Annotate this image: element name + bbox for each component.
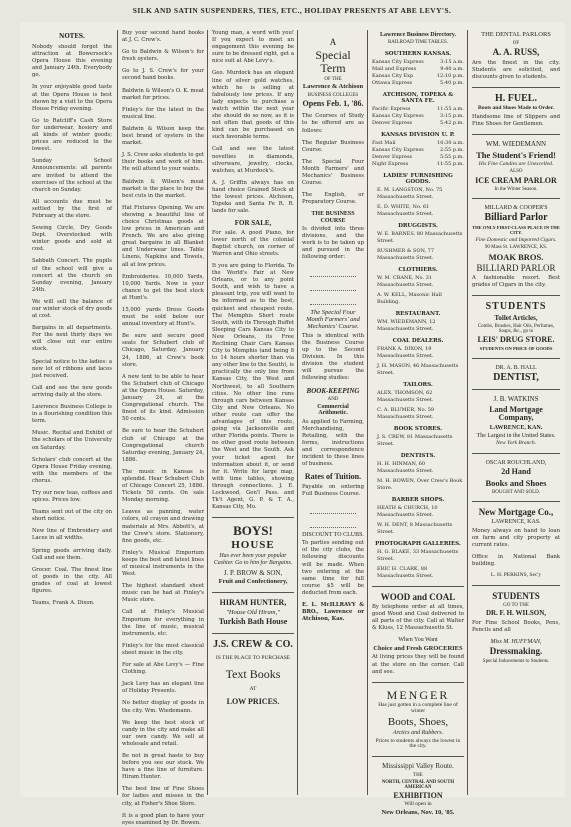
notes-title: NOTES.	[59, 33, 85, 40]
ice-cream-parlor: ICE CREAM PARLOR	[475, 175, 557, 185]
local-paragraph: A new tent to be able to hear the Schubert club of Chicago at the Opera House. Saturday, January 24, at the Congregational church. The finest of its kind. Admission 50 cents.	[122, 373, 204, 423]
choice-text: At living prices they will be found at the store on the corner. Call and see.	[372, 654, 464, 675]
boots-shoes: Boots, Shoes,	[387, 715, 449, 728]
ad-paragraph: It you are going to Florida. To the World's Fair at New Orleans, or to any point South, and wish to have a pleasant trip, you will want to be informed as to the best, quickest and cheapest route. The Memphis Short route South, with its Through Buffet Sleeping Cars Kansas City to New Orleans, its Free Reclining Chair Cars Kansas City to Memphis (and being 8 to 14 hours shorter than via any other line to the South), is practically the only line from Kansas City, the West and Northwest, to all Southern cities. No other line runs through cars between Kansas City and New Orleans. No other route can offer the advantages of this route, going via Jacksonville and other Florida points. There is no other good route between the West and the South. Ask your ticket agent for information about it, or send for it. Write for large map, with time tables, showing through connections. J. E. Lockwood, Gen'l Pass. and Tk't Agent, G. P. & T. A., Kansas City, Mo.	[212, 262, 294, 511]
and-word: AND	[327, 396, 339, 402]
the-word: THE	[413, 772, 423, 778]
course-table-line	[310, 266, 356, 277]
directory-heading: TAILORS.	[403, 381, 433, 388]
directory-heading: PHOTOGRAPH GALLERIES.	[375, 540, 461, 547]
note-paragraph: Teams, Frank A. Dixon.	[32, 600, 95, 607]
hiram-subtext: "House Old Hiram,"	[226, 608, 280, 616]
course-item: The English, or Preparatory Course.	[302, 192, 364, 206]
house-subtext: Has ever been your popular Cashier. Go to him for Bargains.	[213, 553, 293, 566]
books-shoes: Books and Shoes	[485, 477, 547, 488]
of-the: OF THE	[324, 76, 342, 82]
note-paragraph: Sunday School Announcements: all parents are invited to attend the exercises of the school at the church on Sunday.	[32, 158, 112, 193]
divider	[472, 585, 560, 586]
note-paragraph: Go to Ratcliff's Cash Store for underwear, hosiery and all kinds of winter goods; prices are reduced to the lowest.	[32, 117, 112, 153]
turkish-bath: Turkish Bath House	[218, 617, 288, 627]
mass-address: 90 Mass St. LAWRENCE, KS.	[484, 245, 548, 251]
boys-heading: BOYS!	[233, 523, 273, 539]
directory-heading: DRUGGISTS.	[398, 222, 438, 229]
local-paragraph: Buy your second hand books at J. C. Crew's.	[122, 30, 204, 44]
column-rule	[467, 30, 468, 795]
combs-text: Combs, Brushes, Hair Oils, Perfumes, Soaps, &c., go to	[477, 323, 555, 335]
text-books: Text Books	[225, 667, 281, 682]
directory-entry: FRANK A. DIXON, 19 Massachusetts Street.	[377, 345, 434, 359]
domestic-cigars: Fine Domestic and Imported Cigars.	[475, 236, 557, 243]
course-table-line	[310, 294, 356, 305]
directory-entry: W. H. DENT, 8 Massachusetts Street.	[377, 521, 453, 535]
local-paragraph: Be not in great haste to buy before you see our stock. We have a fine line of furniture. Hiram Hunter.	[122, 752, 204, 781]
discount-line: STUDENTS ON PRICE OF GOODS	[479, 345, 553, 351]
local-paragraph: Finley's for the most classical sheet music in the city.	[122, 642, 204, 656]
column-ads-a	[212, 30, 294, 790]
note-paragraph: Try our new teas, coffees and spices. Prices low.	[32, 489, 112, 504]
bought-sold: BOUGHT AND SOLD.	[491, 489, 541, 495]
rates-line	[310, 503, 356, 514]
rail-row: Night Express 11:55 p.m.	[372, 160, 464, 167]
place-line: IS THE PLACE TO PURCHASE	[215, 655, 291, 662]
lawrence-kan: LAWRENCE, KAN.	[489, 424, 543, 431]
divider	[472, 87, 560, 88]
wood-coal-heading: WOOD and COAL	[380, 591, 456, 602]
wiedemann-name: WM. WIEDEMANN	[485, 140, 547, 149]
directory-entry: ERIC H. CLARK, 88 Massachusetts Street.	[377, 565, 434, 579]
at-line: AT	[249, 685, 257, 692]
dentist-heading: DENTIST,	[493, 371, 539, 383]
directory-heading: LADIES' FURNISHING GOODS.	[383, 172, 453, 185]
special-course-text: This is identical with the Business Course up to the Second Division. In this division the student will pursue the following studies:	[302, 332, 364, 382]
business-course-text: Is divided into three divisions, and the work is to be taken up and pursued in the following order:	[302, 225, 364, 261]
prices-students: Prices to students always the lowest in the city.	[375, 737, 461, 750]
note-paragraph: Teams sent out of the city on short notice.	[32, 509, 112, 523]
ad-paragraph: Geo. Murdock has an elegant line of silver gold watches, which he is selling at fabulously low prices. If any lady expects to purchase a watch within the next year she should do so now, as it is not often that goods of this kind can be purchased on such favorable terms.	[212, 70, 294, 141]
local-paragraph: Finley's for the latest in the musical line.	[122, 106, 204, 120]
rail-row: Denver Express 5:55 p.m.	[372, 153, 464, 160]
rail-row: Fast Mail 10:30 a.m.	[372, 139, 464, 146]
note-paragraph: Bargains in all departments. For the next thirty days we will close out our entire stock.	[32, 325, 112, 353]
course-intro: The Courses of Study to be offered are as follows:	[302, 113, 364, 134]
directory-entry: W. E. BARNES, 80 Massachusetts Street.	[377, 230, 463, 244]
local-paragraph: Leaves as panning, water colors, oil crayon and drawing materials at Mrs. Abbott's, at the Crew's store. Stationery, fine goods, etc.	[122, 509, 204, 544]
local-paragraph: Baldwin & Wilson's O. K. meat market for prices.	[122, 87, 204, 101]
money-text: Money always on hand to loan on farm and city property at current rates.	[472, 527, 560, 548]
directory-heading: CLOTHIERS.	[398, 266, 438, 273]
directory-entry: WM. WIEDEMANN, 12 Massachusetts Street.	[377, 318, 436, 332]
when-you-want: When You Want	[398, 637, 438, 644]
dental-heading: THE DENTAL PARLORS	[481, 31, 551, 38]
divider	[472, 198, 560, 199]
local-paragraph: No better display of goods in the city. Wm. Wiedemann.	[122, 700, 204, 714]
note-paragraph: Grocer. Coal. The finest line of goods in the city. All grades of coal at lowest figures.	[32, 566, 112, 594]
menger-subtext: Has just gotten in a complete line of winter	[378, 702, 458, 715]
directory-heading: RESTAURANT.	[395, 310, 441, 317]
column-directory	[372, 30, 464, 817]
rail-row: Kansas City Express 3:15 a.m.	[372, 58, 464, 65]
local-paragraph: Baldwin & Wilson's meat market is the place to buy the best cuts in the market.	[122, 178, 204, 199]
directory-entry: A. W. KELL, Masonic Hall Building.	[377, 291, 442, 305]
college-signature: E. L. McILLRAVY & BRO., Lawrence or Atchison, Kas.	[302, 601, 364, 623]
divider	[472, 501, 560, 502]
note-paragraph: In your enjoyable good taste at the Opera House is best shown by a visit to the Opera House Friday evening.	[32, 84, 112, 112]
divider	[472, 134, 560, 135]
local-paragraph: The music in Kansas is splendid. Hear Schubert Club of Chicago Concert 25, 1886. Tickets 50 cents. On sale Monday morning.	[122, 468, 204, 504]
divider	[372, 682, 464, 683]
new-orleans-date: New Orleans, Nov. 10, '85.	[381, 809, 455, 817]
world-exhibition-line: NORTH, CENTRAL AND SOUTH AMERICAN	[381, 779, 455, 790]
local-paragraph: Go to Baldwin & Wilson's for fresh oysters.	[122, 49, 204, 63]
leis-drug-store: LEIS' DRUG STORE.	[477, 335, 555, 345]
rates-line	[310, 517, 356, 528]
second-hand: 2d Hand	[501, 467, 531, 477]
directory-entry: H. G. BLAKE, 33 Massachusetts Street.	[377, 548, 459, 562]
divider	[472, 358, 560, 359]
directory-entry: J. S. CREW, 81 Massachusetts Street.	[377, 433, 453, 447]
local-paragraph: For sale at Abe Levy's — Fine Clothing.	[122, 662, 204, 676]
note-paragraph: We will sell the balance of our winter stock of dry goods at cost.	[32, 298, 112, 320]
note-paragraph: Scholars' club concert at the Opera House Friday evening, with the members of the chorus.	[32, 456, 112, 484]
divider	[472, 389, 560, 390]
rail-row: Denver Express 5:42 p.m.	[372, 119, 464, 126]
for-sale-heading: FOR SALE,	[234, 219, 272, 228]
divider	[212, 517, 294, 518]
moak-bros: MOAK BROS.	[488, 251, 544, 262]
land-mortgage: Land Mortgage Company,	[489, 404, 543, 423]
fashion-text: A fashionable resort. Best grades of Cigars in the city.	[472, 274, 560, 289]
payable-text: Payable on entering Full Business Course.	[302, 483, 364, 497]
choice-groceries: Choice and Fresh GROCERIES	[373, 644, 463, 652]
ad-a: A	[329, 37, 337, 47]
note-paragraph: All accounts due must be settled by the first of February at the store.	[32, 198, 112, 219]
local-paragraph: Go to J. S. Crew's for your second hand books.	[122, 68, 204, 82]
directory-entry: C. A. BLUMER, No. 59 Massachusetts Street.	[377, 406, 435, 420]
only-first-class: THE ONLY FIRST-CLASS PLACE IN THE CITY.	[472, 224, 560, 235]
directory-heading: BOOK STORES.	[393, 425, 443, 432]
russ-text: Are the finest in the city. Students are solicited, and discounts given to students.	[472, 59, 560, 80]
menger-heading: MENGER	[386, 687, 450, 702]
fuel-sub: Boots and Shoes Made to Order.	[478, 105, 554, 112]
column-rule	[297, 30, 298, 795]
dressmaking: Dressmaking.	[489, 646, 543, 657]
local-paragraph: Baldwin & Wilson keep the best brand of oysters in the market.	[122, 125, 204, 147]
special-term: Special Term	[315, 48, 351, 76]
divider	[372, 586, 464, 587]
commercial-text: As applied to Farming, Merchandising, Retailing, with the forms, instructions and correspondence incident to these lines of business.	[302, 418, 364, 468]
note-paragraph: Nobody should forget the attraction at Bowersock's Opera House this evening and January 24th. Everybody go.	[32, 44, 112, 79]
largest-line: The Largest in the United States.	[476, 432, 556, 439]
rail-row: Mail and Express 9:40 a.m.	[372, 65, 464, 72]
directory-entry: RUSHMER & SON, 77 Massachusetts Street.	[377, 247, 435, 261]
local-paragraph: Hat Fixtures Opening. We are showing a beautiful line of choice Christmas goods at low prices in American and French. We are also giving great bargains in all Blanket and Underwear lines. Table Linens, Napkins and Towels, all at low prices.	[122, 204, 204, 268]
local-paragraph: It is a good plan to have your eyes examined by Dr. Bowen.	[122, 812, 204, 826]
ad-paragraph: For sale. A good Piano, for lower north of the colonial Baptist church, on corner of Warren and Ohio streets.	[212, 229, 294, 257]
ad-paragraph: Call and see the latest novelties in diamonds, silverware, jewelry, clocks, watches, at Murdock's.	[212, 146, 294, 174]
of-word: OF	[512, 40, 520, 46]
note-paragraph: Sewing Circle, Dry Goods Dept. Overstocked with winter goods and sold at cost.	[32, 225, 112, 253]
rail-section-head: ATCHISON, TOPEKA & SANTA FE.	[382, 91, 454, 104]
local-paragraph: Embroideries. 10,000 Yards, 10,000 Yards. Now is your chance to get the best stock at Hunt's.	[122, 273, 204, 301]
wilson-text: For Fine School Books, Pens, Pencils and all	[472, 619, 560, 633]
commercial-arithmetic: Commercial Arithmetic.	[317, 404, 349, 417]
low-prices: LOW PRICES.	[226, 697, 280, 707]
watkins-name: J. B. WATKINS	[493, 395, 539, 404]
note-paragraph: Spring goods arriving daily. Call and see them.	[32, 547, 112, 561]
column-business-college	[302, 30, 364, 790]
arctics-rubbers: Arctics and Rubbers.	[392, 730, 444, 737]
directory-entry: H. H. HINMAN, 60 Massachusetts Street.	[377, 460, 434, 474]
divider	[372, 756, 464, 757]
directory-heading: DENTISTS.	[400, 452, 436, 459]
brow-name: J. P. BROW & SON,	[223, 569, 283, 578]
rail-section-head: SOUTHERN KANSAS.	[384, 50, 452, 57]
mississippi-route: Mississippi Valley Route.	[382, 762, 454, 771]
huffman-name: Miss M. HUFFMAN,	[490, 639, 542, 646]
will-open: Will open in	[404, 801, 432, 808]
directory-entry: M. H. BOWEN, Over Crew's Book Store.	[377, 477, 463, 491]
note-paragraph: New line of Embroidery and Laces in all widths.	[32, 528, 112, 542]
ice-sub: In the Winter Season.	[494, 186, 538, 192]
directory-entry: E. D. WHITE, No. 61 Massachusetts Street.	[377, 203, 434, 217]
local-paragraph: Be sure and secure good seats for Schubert club of Chicago, Saturday, January 24, 1886, at Crew's book store.	[122, 333, 204, 368]
ad-paragraph: A. J. Griffin always has on hand choice Grained Stock at the lowest prices. Atchison, Topeka and Santa Fe R. R. lands for sale.	[212, 179, 294, 215]
note-paragraph: Sabbath Concert. The pupils of the school will give a concert at the church on Sunday evening, January 24th.	[32, 258, 112, 293]
rates-heading: Rates of Tuition.	[304, 472, 362, 482]
fruit-line: Fruit and Confectionery,	[218, 578, 288, 586]
note-paragraph: Call and see the new goods arriving daily at the store.	[32, 384, 112, 398]
local-paragraph: The best line of Fine Shoes for ladies and misses in the city, at Fisher's Shoe Store.	[122, 786, 204, 807]
fuel-text: Handsome line of Slippers and Fine Shoes for Gentlemen.	[472, 114, 560, 128]
directory-title: Lawrence Business Directory.	[380, 32, 456, 38]
course-item: The Special Four Month Farmers' and Mechanics' Business Course.	[302, 158, 364, 187]
divider	[472, 453, 560, 454]
rail-section-head: KANSAS DIVISION U. P.	[381, 131, 455, 138]
dress-text: Special Inducements to Students.	[482, 658, 550, 664]
course-item: The Regular Business Course.	[302, 139, 364, 153]
billiard-parlor: Billiard Parlor	[484, 212, 548, 224]
note-paragraph: Music. Recital and Exhibit of the scholars of the University on Saturday.	[32, 430, 112, 451]
lawrence-atchison: Lawrence & Atchison	[302, 82, 364, 90]
local-paragraph: Finley's Musical Emporium keeps the best and latest lines of musical instruments in the West.	[122, 549, 204, 578]
billiard-parlor-2: BILLIARD PARLOR	[476, 262, 556, 273]
divider	[472, 295, 560, 296]
discount-heading: DISCOUNT TO CLUBS.	[302, 531, 364, 538]
rail-row: Kansas City Express 3:15 p.m.	[372, 112, 464, 119]
fine-candies: His Fine Candies are Unexcelled.	[478, 160, 554, 167]
house-heading: HOUSE	[231, 538, 275, 551]
local-paragraph: Be sure to hear the Schubert club of Chicago at the Congregational church Saturday evening, January 24, 1886.	[122, 428, 204, 463]
business-colleges: BUSINESS COLLEGES	[307, 92, 359, 98]
also-word: ALSO	[509, 169, 523, 175]
note-paragraph: Lawrence Business College is in a flourishing condition this term.	[32, 404, 112, 425]
column-rule	[117, 30, 118, 795]
toilet-articles: Toilet Articles,	[494, 313, 538, 322]
office-text: Office in National Bank building.	[472, 553, 560, 567]
students-heading: STUDENTS	[485, 301, 547, 313]
discount-text: To parties sending out of the city clubs, the following discounts will be made. When two entering at the same time for full course $5 will be deducted from each.	[302, 540, 364, 596]
go-to-the: GO TO THE	[503, 603, 529, 609]
column-rule	[207, 30, 208, 795]
column-locals	[122, 30, 204, 826]
local-paragraph: We keep the best stock of candy in the city and make all our own candy. We sell at wholesale and retail.	[122, 719, 204, 747]
local-paragraph: The highest standard sheet music can be had at Finley's Music store.	[122, 583, 204, 604]
note-paragraph: Special notice to the ladies: a new lot of ribbons and laces just received.	[32, 358, 112, 379]
lawrence-kas: LAWRENCE, KAS.	[491, 519, 541, 526]
rail-row: Pacific Express 11:55 a.m.	[372, 105, 464, 112]
directory-entry: E. M. LANGSTON, No. 75 Massachusetts Street.	[377, 186, 443, 200]
wilson-name: DR. F. H. WILSON,	[485, 609, 547, 618]
divider	[212, 592, 294, 593]
ad-paragraph: Young man, a word with you! If you expect to meet an engagement this evening be sure to be dressed right, get a nice suit at Abe Levy's.	[212, 30, 294, 65]
course-table-line	[310, 280, 356, 291]
directory-heading: BARBER SHOPS.	[391, 496, 445, 503]
oscar-name: OSCAR ROUCHLAND,	[485, 459, 547, 466]
column-rule	[367, 30, 368, 795]
new-york-branch: New York Branch.	[496, 440, 536, 447]
rail-row: Kansas City Express 2:55 p.m.	[372, 146, 464, 153]
directory-entry: J. H. MASON, 46 Massachusetts Street.	[377, 362, 459, 376]
hall-name: DR. A. B. HALL	[495, 364, 537, 371]
russ-name: A. A. RUSS,	[492, 47, 540, 58]
new-mortgage: New Mortgage Co.,	[478, 506, 554, 517]
perkins-name: L. H. PERKINS, Sec'y	[490, 572, 542, 579]
directory-entry: ALEX. THOMSON, 62 Massachusetts Street.	[377, 389, 434, 403]
divider	[212, 633, 294, 634]
page-headline: SILK AND SATIN SUSPENDERS, TIES, ETC., HOLIDAY PRESENTS AT ABE LEVY'S.	[132, 6, 452, 15]
column-notes	[32, 30, 112, 790]
local-paragraph: Call at Finley's Musical Emporium for everything in the line of music, musical instruments, etc.	[122, 609, 204, 637]
fuel-name: H. FUEL.	[495, 92, 537, 104]
railroad-heading: RAILROAD TIME TABLES.	[387, 40, 449, 46]
bookkeeping: BOOK-KEEPING	[306, 386, 360, 395]
directory-entry: W. M. CRANE, No. 31 Massachusetts Street.	[377, 274, 434, 288]
wood-coal-text: By telephone order at all times, good Wood and Coal delivered to all parts of the city. Call at Walter & Kluss, 12 Massachusetts St.	[372, 603, 464, 632]
local-paragraph: 15,000 yards Dress Goods must be sold below our annual inventory at Hunt's.	[122, 307, 204, 328]
rail-row: Ottawa Express 5:40 p.m.	[372, 79, 464, 86]
directory-heading: COAL DEALERS.	[392, 337, 444, 344]
crew-name: J.S. CREW & CO.	[213, 638, 293, 650]
local-paragraph: J. S. Crew asks students to get their books and work of him. He will attend to your wants.	[122, 152, 204, 173]
directory-entry: HEATH & CHURCH, 10 Massachusetts Street.	[377, 504, 438, 518]
rail-row: Kansas City Exp 12:10 p.m.	[372, 72, 464, 79]
local-paragraph: Jack Levy has an elegant line of Holiday Presents.	[122, 681, 204, 695]
special-course-heading: The Special Four Month Farmers' and Mechanics' Course.	[306, 309, 360, 331]
opens-date: Opens Feb. 1, '86.	[302, 98, 364, 108]
millard-cooper: MILLARD & COOPER'S	[484, 205, 548, 212]
column-ads-b	[472, 30, 560, 790]
students-heading-2: STUDENTS	[492, 590, 540, 601]
exhibition-heading: EXHIBITION	[393, 790, 443, 800]
hiram-name: HIRAM HUNTER,	[219, 598, 287, 608]
business-course-heading: THE BUSINESS COURSE	[311, 211, 355, 224]
students-friend: The Student's Friend!	[476, 149, 556, 160]
